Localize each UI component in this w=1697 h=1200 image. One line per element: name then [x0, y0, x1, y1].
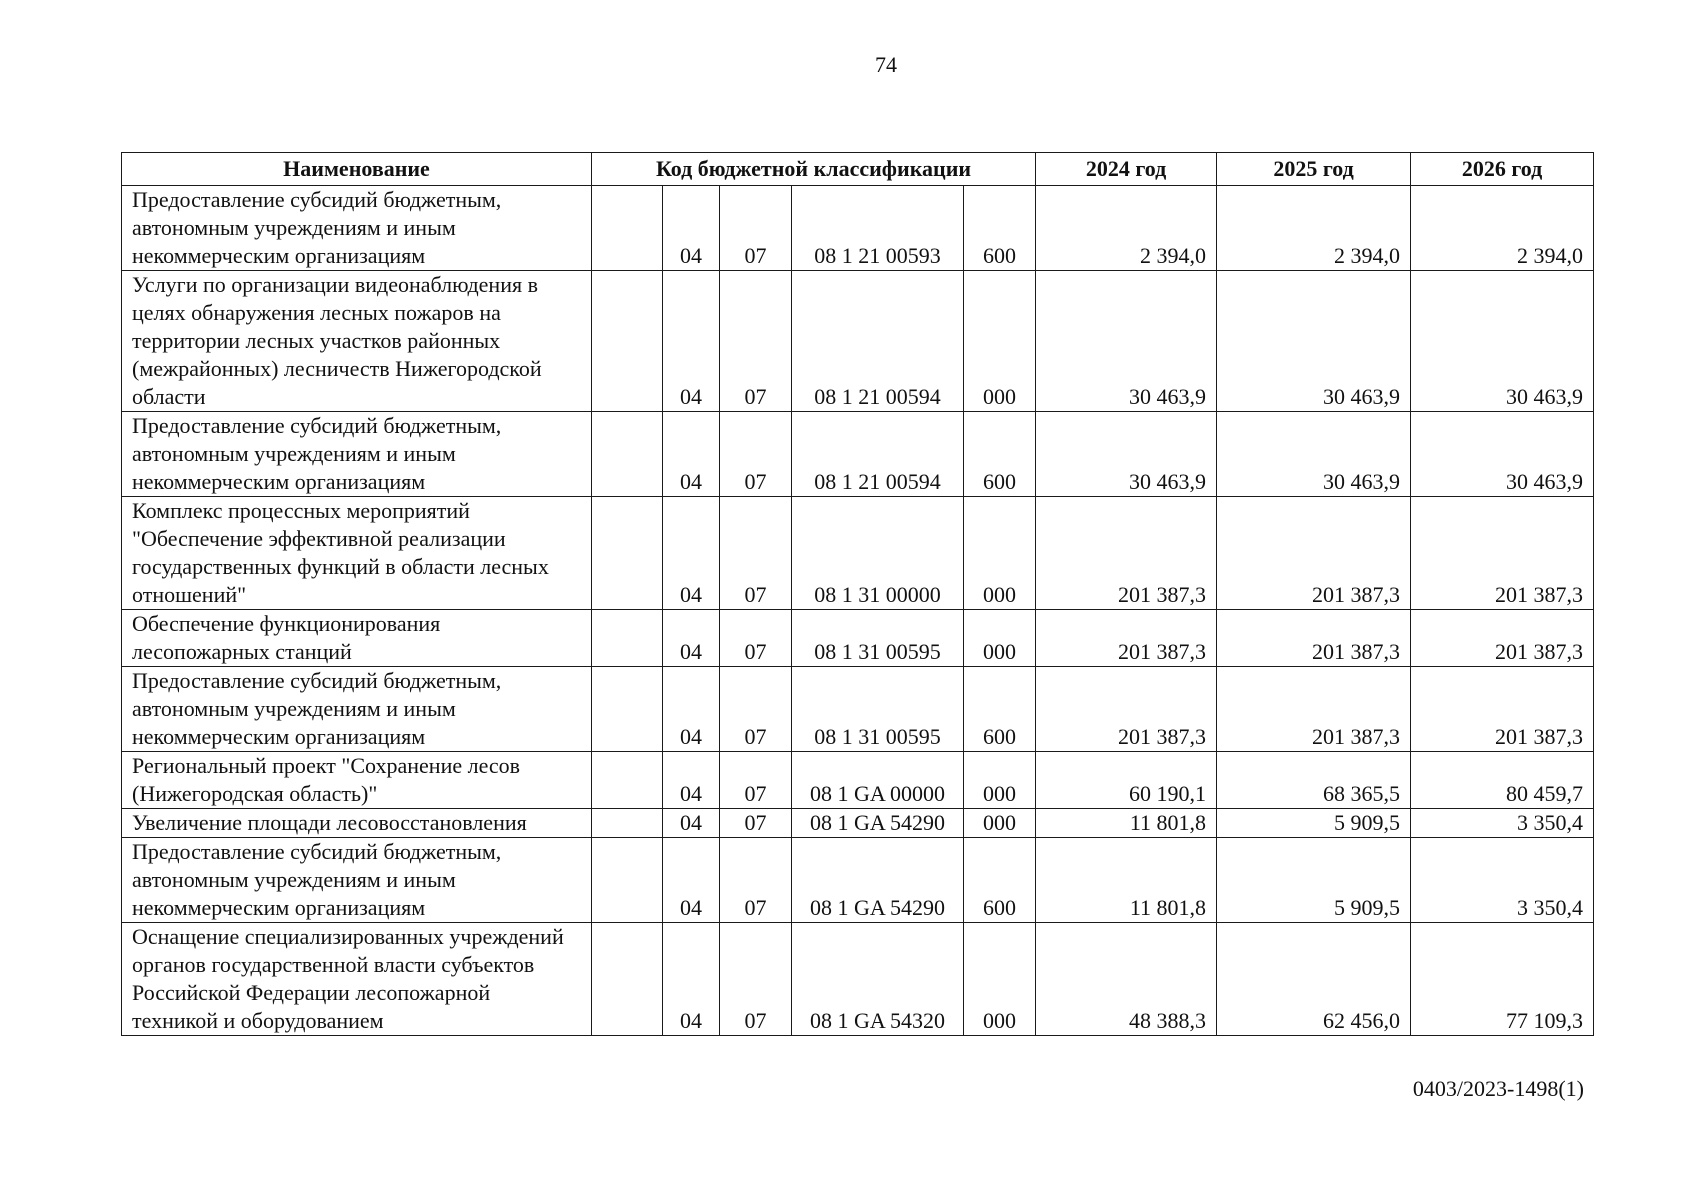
row-name: Предоставление субсидий бюджетным, автономным учреждениям и иным некоммерческим организациям: [122, 186, 592, 271]
code-section-blank: [592, 838, 663, 923]
value-2025: 30 463,9: [1217, 412, 1411, 497]
header-2025: 2025 год: [1217, 153, 1411, 186]
value-2024: 201 387,3: [1036, 667, 1217, 752]
code-subsection: 07: [720, 752, 792, 809]
value-2026: 30 463,9: [1411, 412, 1594, 497]
table-row: [122, 809, 1594, 838]
value-2025: 5 909,5: [1217, 838, 1411, 923]
code-expense-type: 600: [964, 667, 1036, 752]
value-2026: 2 394,0: [1411, 186, 1594, 271]
code-subsection: 07: [720, 610, 792, 667]
code-chapter: 04: [663, 497, 720, 610]
header-2026: 2026 год: [1411, 153, 1594, 186]
value-2026: 201 387,3: [1411, 667, 1594, 752]
row-name: Предоставление субсидий бюджетным, автономным учреждениям и иным некоммерческим организациям: [122, 838, 592, 923]
value-2025: 201 387,3: [1217, 667, 1411, 752]
value-2026: 201 387,3: [1411, 610, 1594, 667]
value-2026: 30 463,9: [1411, 271, 1594, 412]
table-row: [122, 186, 1594, 271]
value-2025: 30 463,9: [1217, 271, 1411, 412]
table-row: [122, 610, 1594, 667]
row-name: Оснащение специализированных учреждений органов государственной власти субъектов Российской Федерации лесопожарной техникой и оборудованием: [122, 923, 592, 1036]
document-code: 0403/2023-1498(1): [1412, 1076, 1584, 1101]
value-2025: 201 387,3: [1217, 497, 1411, 610]
code-chapter: 04: [663, 271, 720, 412]
code-target-article: 08 1 21 00593: [792, 186, 964, 271]
value-2024: 2 394,0: [1036, 186, 1217, 271]
value-2026: 77 109,3: [1411, 923, 1594, 1036]
code-subsection: 07: [720, 412, 792, 497]
code-chapter: 04: [663, 838, 720, 923]
header-2024: 2024 год: [1036, 153, 1217, 186]
value-2024: 60 190,1: [1036, 752, 1217, 809]
code-expense-type: 000: [964, 923, 1036, 1036]
value-2024: 48 388,3: [1036, 923, 1217, 1036]
row-name: Комплекс процессных мероприятий "Обеспечение эффективной реализации государственных функций в области лесных отношений": [122, 497, 592, 610]
code-section-blank: [592, 186, 663, 271]
code-section-blank: [592, 412, 663, 497]
code-expense-type: 000: [964, 497, 1036, 610]
table-row: [122, 412, 1594, 497]
page-number: 74: [875, 52, 897, 77]
code-subsection: 07: [720, 186, 792, 271]
code-target-article: 08 1 21 00594: [792, 271, 964, 412]
table-row: [122, 271, 1594, 412]
code-chapter: 04: [663, 752, 720, 809]
code-section-blank: [592, 809, 663, 838]
value-2025: 68 365,5: [1217, 752, 1411, 809]
code-chapter: 04: [663, 667, 720, 752]
code-target-article: 08 1 31 00595: [792, 610, 964, 667]
row-name: Региональный проект "Сохранение лесов (Нижегородская область)": [122, 752, 592, 809]
code-section-blank: [592, 752, 663, 809]
value-2024: 30 463,9: [1036, 412, 1217, 497]
value-2025: 2 394,0: [1217, 186, 1411, 271]
code-section-blank: [592, 923, 663, 1036]
row-name: Предоставление субсидий бюджетным, автономным учреждениям и иным некоммерческим организациям: [122, 412, 592, 497]
code-target-article: 08 1 31 00000: [792, 497, 964, 610]
code-chapter: 04: [663, 923, 720, 1036]
code-chapter: 04: [663, 186, 720, 271]
table-row: [122, 497, 1594, 610]
value-2024: 201 387,3: [1036, 497, 1217, 610]
value-2026: 201 387,3: [1411, 497, 1594, 610]
row-name: Увеличение площади лесовосстановления: [122, 809, 592, 838]
value-2025: 62 456,0: [1217, 923, 1411, 1036]
code-target-article: 08 1 GA 54290: [792, 838, 964, 923]
row-name: Предоставление субсидий бюджетным, автономным учреждениям и иным некоммерческим организациям: [122, 667, 592, 752]
header-name: Наименование: [122, 153, 592, 186]
value-2024: 11 801,8: [1036, 809, 1217, 838]
code-target-article: 08 1 21 00594: [792, 412, 964, 497]
value-2025: 5 909,5: [1217, 809, 1411, 838]
value-2026: 3 350,4: [1411, 809, 1594, 838]
table-row: [122, 838, 1594, 923]
code-expense-type: 000: [964, 610, 1036, 667]
code-expense-type: 000: [964, 752, 1036, 809]
code-section-blank: [592, 610, 663, 667]
value-2025: 201 387,3: [1217, 610, 1411, 667]
code-chapter: 04: [663, 809, 720, 838]
header-code: Код бюджетной классификации: [592, 153, 1036, 186]
value-2026: 3 350,4: [1411, 838, 1594, 923]
code-expense-type: 600: [964, 412, 1036, 497]
code-expense-type: 000: [964, 271, 1036, 412]
value-2024: 30 463,9: [1036, 271, 1217, 412]
code-target-article: 08 1 GA 54290: [792, 809, 964, 838]
value-2026: 80 459,7: [1411, 752, 1594, 809]
code-chapter: 04: [663, 610, 720, 667]
code-target-article: 08 1 GA 00000: [792, 752, 964, 809]
table-row: [122, 752, 1594, 809]
row-name: Услуги по организации видеонаблюдения в целях обнаружения лесных пожаров на территории лесных участков районных (межрайонных) лесничеств Нижегородской области: [122, 271, 592, 412]
code-subsection: 07: [720, 271, 792, 412]
code-expense-type: 600: [964, 838, 1036, 923]
value-2024: 11 801,8: [1036, 838, 1217, 923]
code-expense-type: 600: [964, 186, 1036, 271]
code-subsection: 07: [720, 497, 792, 610]
table-row: [122, 667, 1594, 752]
code-chapter: 04: [663, 412, 720, 497]
code-subsection: 07: [720, 923, 792, 1036]
code-subsection: 07: [720, 838, 792, 923]
code-target-article: 08 1 31 00595: [792, 667, 964, 752]
code-subsection: 07: [720, 809, 792, 838]
code-expense-type: 000: [964, 809, 1036, 838]
code-section-blank: [592, 271, 663, 412]
code-section-blank: [592, 667, 663, 752]
row-name: Обеспечение функционирования лесопожарных станций: [122, 610, 592, 667]
table-header-row: [122, 153, 1594, 186]
code-target-article: 08 1 GA 54320: [792, 923, 964, 1036]
code-section-blank: [592, 497, 663, 610]
budget-table: [121, 152, 1594, 1036]
value-2024: 201 387,3: [1036, 610, 1217, 667]
code-subsection: 07: [720, 667, 792, 752]
table-row: [122, 923, 1594, 1036]
